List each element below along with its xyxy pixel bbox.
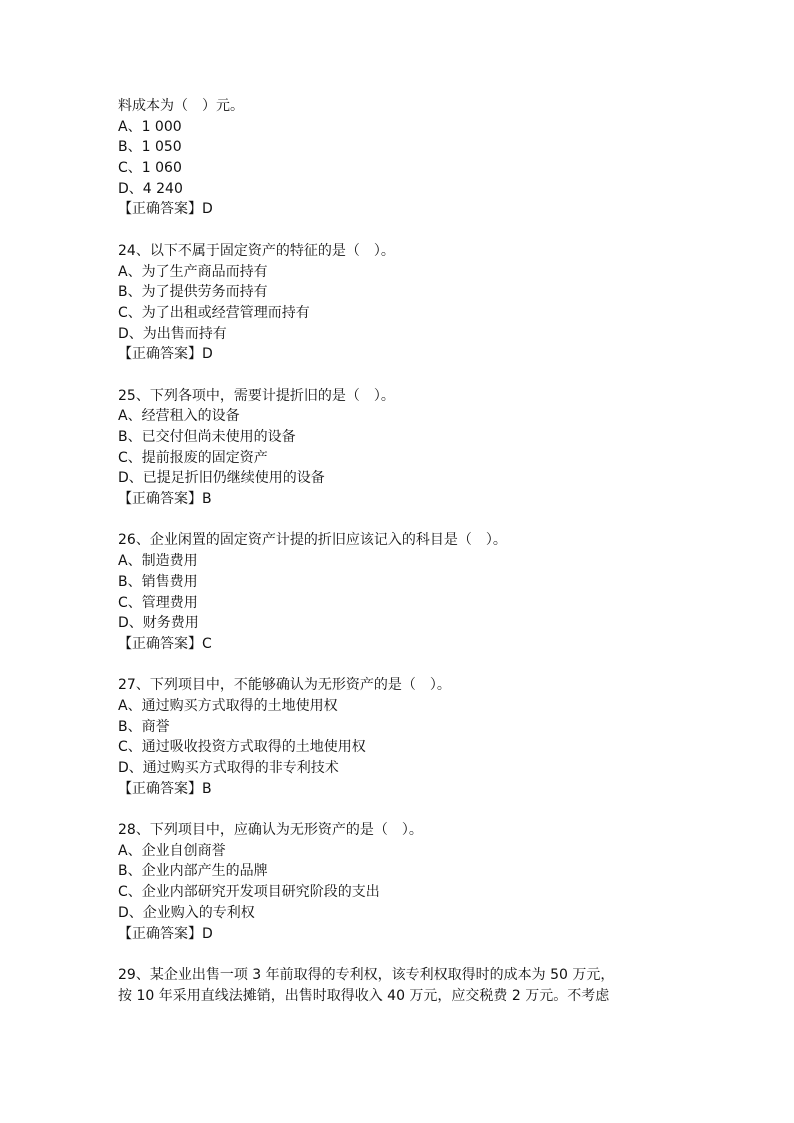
option-d: D、通过购买方式取得的非专利技术	[118, 760, 339, 776]
option-b: B、商誉	[118, 718, 170, 735]
question-28	[118, 820, 678, 944]
option-c: C、企业内部研究开发项目研究阶段的支出	[118, 884, 380, 901]
option-a: A、为了生产商品而持有	[118, 263, 268, 280]
question-stem: 料成本为（ ）元。	[118, 98, 244, 114]
option-d: D、企业购入的专利权	[118, 904, 255, 921]
option-d: D、4 240	[118, 180, 183, 197]
answer: 【正确答案】D	[118, 925, 213, 942]
question-26	[118, 530, 678, 654]
spacer	[118, 510, 678, 531]
answer: 【正确答案】C	[118, 635, 212, 652]
option-a: A、制造费用	[118, 553, 198, 570]
answer: 【正确答案】D	[118, 346, 213, 363]
question-list	[118, 96, 678, 1006]
spacer	[118, 220, 678, 241]
question-stem: 26、企业闲置的固定资产计提的折旧应该记入的科目是（ ）。	[118, 532, 507, 549]
question-stem: 25、下列各项中，需要计提折旧的是（ ）。	[118, 387, 395, 404]
option-a: A、通过购买方式取得的土地使用权	[118, 697, 338, 714]
question-27	[118, 675, 678, 799]
option-c: C、提前报废的固定资产	[118, 449, 268, 466]
option-d: D、财务费用	[118, 615, 199, 632]
option-a: A、企业自创商誉	[118, 842, 226, 859]
option-b: B、销售费用	[118, 573, 198, 590]
option-b: B、1 050	[118, 139, 182, 156]
spacer	[118, 365, 678, 386]
answer: 【正确答案】D	[118, 201, 213, 218]
option-b: B、已交付但尚未使用的设备	[118, 429, 296, 445]
option-a: A、经营租入的设备	[118, 408, 240, 425]
question-stem: 28、下列项目中，应确认为无形资产的是（ ）。	[118, 822, 423, 839]
option-b: B、为了提供劳务而持有	[118, 284, 268, 301]
question-stem: 27、下列项目中，不能够确认为无形资产的是（ ）。	[118, 677, 451, 694]
answer: 【正确答案】B	[118, 491, 212, 508]
option-a: A、1 000	[118, 118, 182, 135]
spacer	[118, 799, 678, 820]
option-d: D、已提足折旧仍继续使用的设备	[118, 470, 325, 487]
option-c: C、1 060	[118, 160, 182, 177]
option-c: C、为了出租或经营管理而持有	[118, 304, 310, 321]
answer: 【正确答案】B	[118, 780, 212, 797]
question-stem-line-1: 29、某企业出售一项 3 年前取得的专利权，该专利权取得时的成本为 50 万元，	[118, 966, 615, 983]
option-c: C、管理费用	[118, 594, 198, 611]
question-23	[118, 96, 678, 220]
question-25	[118, 386, 678, 510]
spacer	[118, 655, 678, 676]
question-29	[118, 965, 678, 1006]
option-b: B、企业内部产生的品牌	[118, 863, 268, 880]
option-d: D、为出售而持有	[118, 325, 227, 342]
question-24	[118, 241, 678, 365]
question-stem: 24、以下不属于固定资产的特征的是（ ）。	[118, 242, 395, 259]
spacer	[118, 944, 678, 965]
option-c: C、通过吸收投资方式取得的土地使用权	[118, 739, 366, 756]
question-stem-line-2: 按 10 年采用直线法摊销，出售时取得收入 40 万元，应交税费 2 万元。不考虑	[118, 987, 610, 1004]
